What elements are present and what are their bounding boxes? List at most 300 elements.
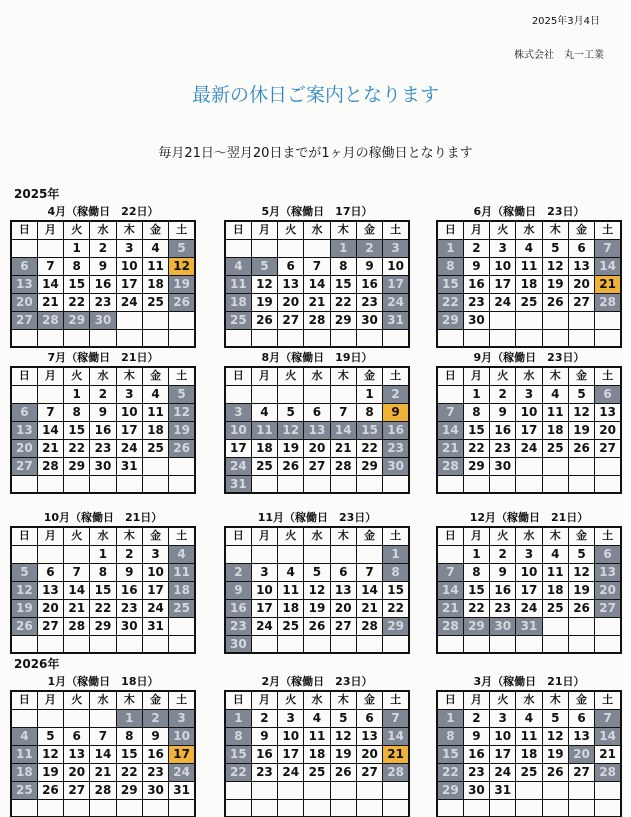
day-cell: 31 (142, 617, 168, 635)
day-cell: 22 (116, 763, 142, 781)
weekday-header-row (437, 221, 621, 239)
day-cell: 6 (11, 403, 37, 421)
day-cell: 18 (542, 421, 568, 439)
day-cell: 1 (64, 239, 90, 257)
day-cell (90, 635, 116, 653)
day-cell (225, 545, 251, 563)
day-cell: 15 (356, 421, 382, 439)
day-cell: 10 (116, 403, 142, 421)
day-cell: 18 (516, 275, 542, 293)
day-cell: 10 (516, 403, 542, 421)
issue-date: 2025年3月4日 (531, 16, 600, 27)
month-table (224, 366, 410, 494)
day-cell: 17 (516, 421, 542, 439)
day-cell: 7 (304, 257, 330, 275)
weekday-header: 火 (278, 367, 304, 385)
day-cell: 18 (516, 745, 542, 763)
weekday-header: 水 (304, 221, 330, 239)
weekday-header-row (437, 691, 621, 709)
weekday-header: 土 (595, 691, 621, 709)
day-cell: 7 (595, 239, 621, 257)
week-row (11, 475, 195, 493)
day-cell: 6 (304, 403, 330, 421)
day-cell: 8 (116, 727, 142, 745)
day-cell: 1 (463, 385, 489, 403)
day-cell: 19 (542, 275, 568, 293)
day-cell: 10 (142, 563, 168, 581)
day-cell: 9 (90, 403, 116, 421)
year-label-2025: 2025年 (14, 187, 60, 201)
day-cell: 17 (490, 275, 516, 293)
day-cell: 27 (278, 311, 304, 329)
day-cell: 29 (463, 457, 489, 475)
weekday-header-row (11, 527, 195, 545)
page-subtitle: 毎月21日～翌月20日までが1ヶ月の稼働日となります (158, 146, 473, 161)
day-cell: 1 (116, 709, 142, 727)
day-cell: 24 (169, 763, 195, 781)
day-cell: 2 (90, 385, 116, 403)
day-cell: 22 (225, 763, 251, 781)
day-cell: 9 (463, 727, 489, 745)
day-cell (383, 781, 409, 799)
day-cell (304, 329, 330, 347)
month-table (224, 526, 410, 654)
week-row (11, 617, 195, 635)
day-cell: 18 (225, 293, 251, 311)
day-cell (64, 709, 90, 727)
day-cell: 27 (64, 781, 90, 799)
day-cell (330, 475, 356, 493)
weekday-header: 日 (437, 221, 463, 239)
month-calendar (224, 204, 410, 348)
day-cell: 10 (383, 257, 409, 275)
month-title: 12月（稼働日 21日） (469, 511, 589, 524)
day-cell (11, 239, 37, 257)
day-cell: 20 (37, 599, 63, 617)
day-cell: 20 (330, 599, 356, 617)
day-cell (516, 457, 542, 475)
day-cell: 4 (225, 257, 251, 275)
day-cell: 12 (11, 581, 37, 599)
day-cell (568, 311, 594, 329)
day-cell: 9 (142, 727, 168, 745)
weekday-header: 日 (225, 221, 251, 239)
month-calendar (10, 204, 196, 348)
weekday-header: 火 (278, 691, 304, 709)
day-cell: 8 (90, 563, 116, 581)
weekday-header: 水 (90, 527, 116, 545)
weekday-header: 月 (463, 221, 489, 239)
weekday-header: 水 (304, 691, 330, 709)
day-cell: 6 (356, 709, 382, 727)
day-cell (356, 475, 382, 493)
year-label-2026: 2026年 (14, 657, 60, 671)
week-row (225, 421, 409, 439)
week-row (225, 239, 409, 257)
day-cell: 12 (568, 563, 594, 581)
week-row (225, 329, 409, 347)
day-cell (568, 475, 594, 493)
day-cell (225, 385, 251, 403)
day-cell: 26 (304, 617, 330, 635)
day-cell: 26 (542, 293, 568, 311)
day-cell: 27 (595, 599, 621, 617)
weekday-header: 火 (64, 367, 90, 385)
month-title: 6月（稼働日 23日） (473, 205, 585, 218)
week-row (11, 439, 195, 457)
day-cell: 30 (90, 311, 116, 329)
day-cell: 28 (595, 293, 621, 311)
day-cell: 12 (278, 421, 304, 439)
day-cell (516, 635, 542, 653)
day-cell (330, 329, 356, 347)
day-cell: 22 (437, 293, 463, 311)
weekday-header: 火 (64, 221, 90, 239)
weekday-header: 火 (278, 221, 304, 239)
day-cell: 30 (225, 635, 251, 653)
day-cell: 11 (142, 403, 168, 421)
weekday-header: 水 (516, 221, 542, 239)
day-cell: 29 (437, 781, 463, 799)
week-row (437, 745, 621, 763)
weekday-header: 木 (116, 367, 142, 385)
week-row (11, 329, 195, 347)
day-cell (278, 781, 304, 799)
week-row (225, 745, 409, 763)
day-cell (11, 635, 37, 653)
day-cell (11, 799, 37, 817)
day-cell (37, 635, 63, 653)
week-row (11, 727, 195, 745)
day-cell: 13 (278, 275, 304, 293)
day-cell (568, 617, 594, 635)
day-cell (437, 635, 463, 653)
weekday-header: 水 (516, 367, 542, 385)
day-cell: 17 (142, 581, 168, 599)
day-cell: 22 (463, 439, 489, 457)
day-cell (90, 475, 116, 493)
week-row (437, 239, 621, 257)
day-cell (437, 799, 463, 817)
weekday-header: 金 (568, 367, 594, 385)
day-cell: 2 (225, 563, 251, 581)
day-cell: 24 (490, 293, 516, 311)
day-cell (595, 475, 621, 493)
day-cell: 3 (142, 545, 168, 563)
month-calendar (436, 204, 622, 348)
day-cell: 16 (225, 599, 251, 617)
day-cell: 26 (11, 617, 37, 635)
day-cell: 20 (356, 745, 382, 763)
day-cell: 13 (595, 403, 621, 421)
day-cell (304, 781, 330, 799)
week-row (11, 763, 195, 781)
day-cell: 2 (490, 385, 516, 403)
weekday-header: 金 (356, 691, 382, 709)
day-cell (542, 635, 568, 653)
day-cell (330, 799, 356, 817)
day-cell: 3 (116, 385, 142, 403)
day-cell: 27 (568, 293, 594, 311)
day-cell: 17 (116, 275, 142, 293)
weekday-header: 日 (11, 527, 37, 545)
day-cell: 17 (516, 581, 542, 599)
day-cell (304, 635, 330, 653)
day-cell: 24 (116, 293, 142, 311)
day-cell: 18 (142, 275, 168, 293)
week-row (437, 563, 621, 581)
day-cell (330, 545, 356, 563)
weekday-header: 土 (169, 527, 195, 545)
day-cell (516, 781, 542, 799)
weekday-header: 木 (330, 527, 356, 545)
week-row (437, 329, 621, 347)
day-cell: 18 (542, 581, 568, 599)
day-cell: 3 (251, 563, 277, 581)
weekday-header: 月 (37, 221, 63, 239)
week-row (437, 257, 621, 275)
day-cell: 6 (278, 257, 304, 275)
day-cell: 14 (330, 421, 356, 439)
month-table (436, 366, 622, 494)
day-cell (595, 635, 621, 653)
day-cell (251, 385, 277, 403)
month-title: 9月（稼働日 23日） (473, 351, 585, 364)
day-cell: 21 (595, 745, 621, 763)
month-title: 10月（稼働日 21日） (43, 511, 163, 524)
day-cell (383, 475, 409, 493)
week-row (225, 311, 409, 329)
week-row (225, 475, 409, 493)
day-cell: 23 (90, 439, 116, 457)
month-table (10, 690, 196, 817)
day-cell: 4 (516, 709, 542, 727)
weekday-header-row (437, 527, 621, 545)
day-cell (437, 385, 463, 403)
day-cell (169, 617, 195, 635)
day-cell (37, 545, 63, 563)
weekday-header: 水 (516, 691, 542, 709)
week-row (437, 763, 621, 781)
day-cell: 15 (383, 581, 409, 599)
day-cell: 2 (116, 545, 142, 563)
day-cell (568, 799, 594, 817)
day-cell: 12 (169, 403, 195, 421)
day-cell: 3 (169, 709, 195, 727)
day-cell: 17 (251, 599, 277, 617)
day-cell: 16 (251, 745, 277, 763)
day-cell: 5 (169, 385, 195, 403)
day-cell: 1 (330, 239, 356, 257)
day-cell: 8 (356, 403, 382, 421)
weekday-header: 火 (490, 367, 516, 385)
day-cell: 5 (568, 385, 594, 403)
week-row (11, 257, 195, 275)
day-cell: 2 (251, 709, 277, 727)
day-cell (116, 635, 142, 653)
day-cell (595, 329, 621, 347)
day-cell (251, 799, 277, 817)
day-cell (225, 799, 251, 817)
weekday-header-row (11, 221, 195, 239)
weekday-header: 金 (568, 527, 594, 545)
day-cell: 12 (251, 275, 277, 293)
day-cell (383, 635, 409, 653)
day-cell: 25 (11, 781, 37, 799)
weekday-header: 金 (142, 527, 168, 545)
weekday-header: 月 (463, 527, 489, 545)
day-cell: 24 (116, 439, 142, 457)
week-row (11, 745, 195, 763)
weekday-header: 日 (225, 691, 251, 709)
day-cell: 28 (383, 763, 409, 781)
weekday-header: 火 (490, 691, 516, 709)
day-cell: 3 (116, 239, 142, 257)
weekday-header-row (225, 221, 409, 239)
day-cell: 27 (37, 617, 63, 635)
day-cell (516, 329, 542, 347)
day-cell: 22 (64, 439, 90, 457)
day-cell: 14 (90, 745, 116, 763)
day-cell: 5 (11, 563, 37, 581)
day-cell: 2 (142, 709, 168, 727)
day-cell: 31 (490, 781, 516, 799)
week-row (225, 599, 409, 617)
day-cell (116, 475, 142, 493)
day-cell: 3 (278, 709, 304, 727)
day-cell: 10 (490, 257, 516, 275)
day-cell: 13 (356, 727, 382, 745)
week-row (11, 545, 195, 563)
month-title: 1月（稼働日 18日） (47, 675, 159, 688)
day-cell: 31 (169, 781, 195, 799)
day-cell: 15 (64, 421, 90, 439)
weekday-header: 水 (90, 221, 116, 239)
day-cell: 3 (225, 403, 251, 421)
day-cell: 16 (90, 275, 116, 293)
day-cell: 19 (37, 763, 63, 781)
weekday-header-row (225, 367, 409, 385)
week-row (437, 617, 621, 635)
day-cell (437, 545, 463, 563)
day-cell (437, 475, 463, 493)
day-cell (304, 799, 330, 817)
day-cell: 12 (304, 581, 330, 599)
week-row (437, 799, 621, 817)
day-cell: 1 (437, 239, 463, 257)
day-cell: 4 (516, 239, 542, 257)
day-cell (568, 329, 594, 347)
month-table (436, 220, 622, 348)
day-cell: 16 (490, 581, 516, 599)
day-cell: 12 (330, 727, 356, 745)
day-cell (11, 385, 37, 403)
day-cell: 12 (542, 727, 568, 745)
day-cell (490, 329, 516, 347)
day-cell: 19 (169, 421, 195, 439)
weekday-header-row (11, 691, 195, 709)
day-cell: 11 (142, 257, 168, 275)
day-cell: 16 (356, 275, 382, 293)
weekday-header: 火 (490, 527, 516, 545)
day-cell: 23 (463, 763, 489, 781)
day-cell: 9 (463, 257, 489, 275)
day-cell: 15 (116, 745, 142, 763)
company-name: 株式会社 丸一工業 (514, 50, 604, 61)
day-cell: 2 (463, 239, 489, 257)
day-cell (516, 311, 542, 329)
day-cell (251, 545, 277, 563)
weekday-header: 月 (37, 367, 63, 385)
day-cell (542, 311, 568, 329)
day-cell: 2 (463, 709, 489, 727)
day-cell (90, 799, 116, 817)
month-table (436, 690, 622, 817)
day-cell (278, 475, 304, 493)
day-cell: 10 (169, 727, 195, 745)
day-cell: 13 (11, 275, 37, 293)
day-cell: 20 (11, 293, 37, 311)
weekday-header: 土 (383, 221, 409, 239)
day-cell (251, 781, 277, 799)
weekday-header: 金 (568, 691, 594, 709)
day-cell: 21 (437, 439, 463, 457)
day-cell (542, 475, 568, 493)
week-row (225, 635, 409, 653)
weekday-header: 木 (116, 527, 142, 545)
day-cell: 11 (278, 581, 304, 599)
day-cell: 15 (463, 581, 489, 599)
day-cell: 25 (142, 439, 168, 457)
day-cell: 21 (437, 599, 463, 617)
day-cell (516, 799, 542, 817)
weekday-header: 日 (11, 221, 37, 239)
weekday-header: 水 (304, 527, 330, 545)
weekday-header: 水 (304, 367, 330, 385)
day-cell: 27 (595, 439, 621, 457)
weekday-header: 金 (356, 367, 382, 385)
weekday-header: 土 (169, 367, 195, 385)
week-row (225, 727, 409, 745)
week-row (437, 475, 621, 493)
day-cell: 3 (490, 709, 516, 727)
month-title: 4月（稼働日 22日） (47, 205, 159, 218)
weekday-header: 土 (383, 527, 409, 545)
day-cell: 30 (383, 457, 409, 475)
day-cell (90, 329, 116, 347)
day-cell: 20 (304, 439, 330, 457)
day-cell: 21 (64, 599, 90, 617)
day-cell: 20 (568, 745, 594, 763)
weekday-header: 月 (251, 527, 277, 545)
week-row (225, 457, 409, 475)
day-cell (116, 311, 142, 329)
day-cell: 19 (251, 293, 277, 311)
page-title: 最新の休日ご案内となります (191, 84, 439, 106)
weekday-header: 月 (37, 691, 63, 709)
weekday-header: 金 (356, 527, 382, 545)
day-cell: 23 (90, 293, 116, 311)
day-cell: 3 (516, 385, 542, 403)
day-cell: 5 (542, 709, 568, 727)
weekday-header: 木 (542, 527, 568, 545)
day-cell: 1 (225, 709, 251, 727)
weekday-header: 木 (330, 367, 356, 385)
day-cell (142, 457, 168, 475)
day-cell (542, 617, 568, 635)
day-cell (330, 385, 356, 403)
day-cell: 17 (383, 275, 409, 293)
